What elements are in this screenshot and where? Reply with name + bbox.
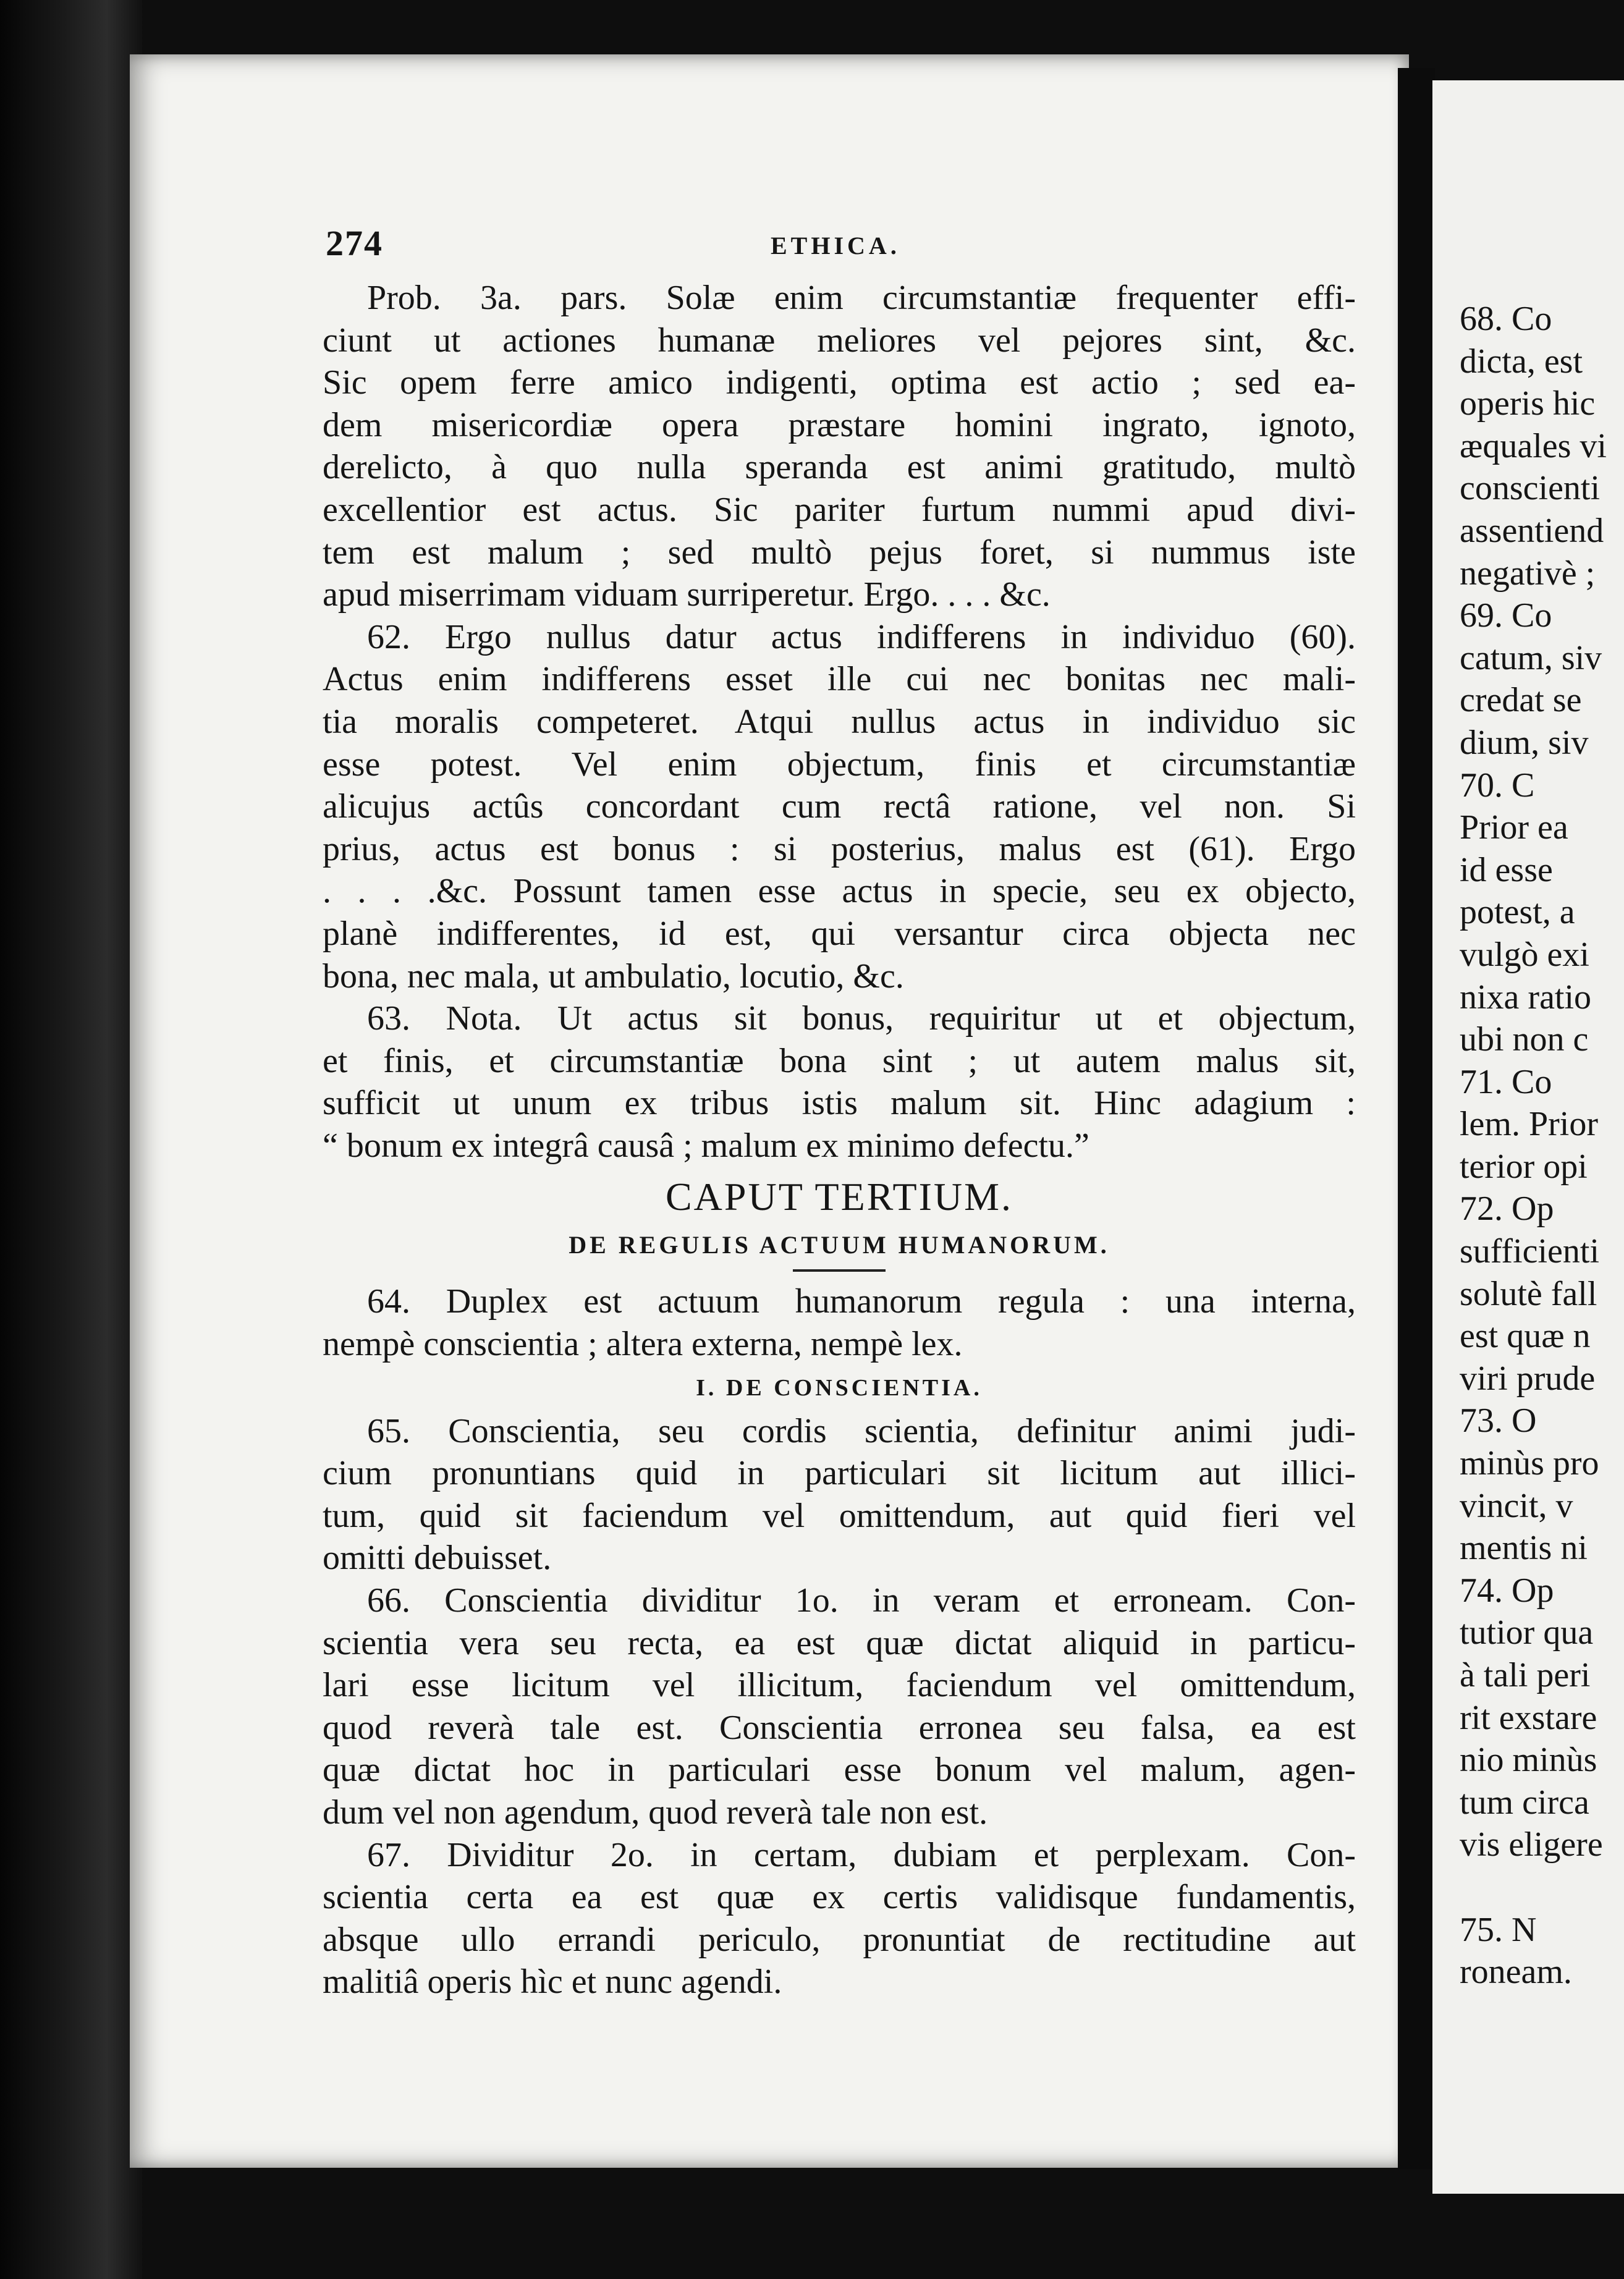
right-page-line: minùs pro (1460, 1444, 1599, 1483)
right-page-line: roneam. (1460, 1953, 1572, 1992)
right-page-line: vis eligere (1460, 1825, 1603, 1864)
right-page-line: sufficienti (1460, 1232, 1600, 1271)
text-line: sufficit ut unum ex tribus istis malum sit. Hinc adagium : (323, 1084, 1356, 1123)
right-page-line: vulgò exi (1460, 935, 1589, 974)
right-page-line: 72. Op (1460, 1190, 1554, 1228)
text-line: malitiâ operis hìc et nunc agendi. (323, 1963, 782, 2002)
text-line: dem misericordiæ opera præstare homini ingrato, ignoto, (323, 405, 1356, 444)
right-page-line: à tali peri (1460, 1656, 1591, 1694)
text-line: 65. Conscientia, seu cordis scientia, definitur animi judi- (367, 1411, 1356, 1450)
right-page-line: 71. Co (1460, 1062, 1552, 1101)
right-page-line: 74. Op (1460, 1571, 1554, 1610)
text-line: apud miserrimam viduam surriperetur. Ergo. . . . &c. (323, 575, 1051, 614)
right-page-line: viri prude (1460, 1359, 1596, 1398)
right-page-line (1460, 1866, 1624, 1909)
right-page-line: id esse (1460, 850, 1553, 889)
chapter-subtitle: DE REGULIS ACTUUM HUMANORUM. (569, 1231, 1110, 1259)
text-line: derelicto, à quo nulla speranda est animi gratitudo, multò (323, 448, 1356, 487)
book-spine-shadow (0, 0, 142, 2279)
chapter-title: CAPUT TERTIUM. (665, 1175, 1013, 1219)
page-number: 274 (326, 223, 383, 263)
text-line: cium pronuntians quid in particulari sit licitum aut illici- (323, 1454, 1356, 1493)
right-page-line: rit exstare (1460, 1698, 1597, 1737)
text-line: 63. Nota. Ut actus sit bonus, requiritur ut et objectum, (367, 999, 1356, 1038)
text-line: ciunt ut actiones humanæ meliores vel pejores sint, &c. (323, 321, 1356, 360)
right-page-line: potest, a (1460, 893, 1575, 932)
text-line: prius, actus est bonus : si posterius, malus est (61). Ergo (323, 829, 1356, 868)
text-line: “ bonum ex integrâ causâ ; malum ex minimo defectu.” (323, 1126, 1089, 1165)
text-line: lari esse licitum vel illicitum, faciendum vel omittendum, (323, 1666, 1356, 1705)
section-title: I. DE CONSCIENTIA. (696, 1374, 983, 1401)
right-page-line: solutè fall (1460, 1274, 1597, 1313)
right-page-line: dicta, est (1460, 342, 1583, 381)
text-line: quæ dictat hoc in particulari esse bonum vel malum, agen- (323, 1751, 1356, 1790)
right-page-line: est quæ n (1460, 1317, 1591, 1356)
right-page-line: assentiend (1460, 511, 1604, 550)
right-page-line: dium, siv (1460, 723, 1589, 762)
paragraphs-61-63 (323, 277, 1356, 1167)
right-page-line: æquales vi (1460, 426, 1607, 465)
right-page-line: 75. N (1460, 1910, 1537, 1949)
text-line: scientia vera seu recta, ea est quæ dictat aliquid in particu- (323, 1623, 1356, 1662)
right-page-text (1460, 298, 1624, 1994)
paragraphs-65-67 (323, 1410, 1356, 2003)
right-page-line: nio minùs (1460, 1741, 1597, 1780)
page-gutter (1398, 68, 1435, 2169)
text-line: 64. Duplex est actuum humanorum regula : una interna, (367, 1282, 1356, 1321)
right-page-line: vincit, v (1460, 1486, 1573, 1525)
text-line: 67. Dividitur 2o. in certam, dubiam et perplexam. Con- (367, 1835, 1356, 1874)
text-line: Prob. 3a. pars. Solæ enim circumstantiæ frequenter effi- (367, 279, 1356, 317)
page-header (326, 222, 1358, 266)
right-page-line: terior opi (1460, 1147, 1588, 1186)
right-page-line: 70. C (1460, 766, 1535, 805)
right-page (1432, 80, 1624, 2194)
text-line: esse potest. Vel enim objectum, finis et circumstantiæ (323, 745, 1356, 784)
right-page-line: conscienti (1460, 469, 1601, 508)
text-line: et finis, et circumstantiæ bona sint ; ut autem malus sit, (323, 1041, 1356, 1080)
text-line: absque ullo errandi periculo, pronuntiat de rectitudine aut (323, 1920, 1356, 1959)
right-page-line: nixa ratio (1460, 978, 1592, 1017)
text-line: bona, nec mala, ut ambulatio, locutio, &c. (323, 957, 904, 996)
right-page-line: tum circa (1460, 1783, 1589, 1822)
text-line: planè indifferentes, id est, qui versantur circa objecta nec (323, 914, 1356, 953)
text-line: omitti debuisset. (323, 1539, 552, 1578)
left-page-text (323, 277, 1356, 2003)
text-line: . . . .&c. Possunt tamen esse actus in specie, seu ex objecto, (323, 872, 1356, 911)
text-line: 66. Conscientia dividitur 1o. in veram et erroneam. Con- (367, 1581, 1356, 1620)
right-page-line: ubi non c (1460, 1020, 1589, 1059)
text-line: excellentior est actus. Sic pariter furtum nummi apud divi- (323, 490, 1356, 529)
text-line: 62. Ergo nullus datur actus indifferens in individuo (60). (367, 617, 1356, 656)
right-page-line: tutior qua (1460, 1613, 1594, 1652)
text-line: tem est malum ; sed multò pejus foret, si nummus iste (323, 533, 1356, 572)
right-page-line: mentis ni (1460, 1529, 1588, 1568)
text-line: tum, quid sit faciendum vel omittendum, aut quid fieri vel (323, 1496, 1356, 1535)
right-page-line: Prior ea (1460, 808, 1568, 847)
right-page-line: operis hic (1460, 384, 1596, 423)
text-line: alicujus actûs concordant cum rectâ ratione, vel non. Si (323, 787, 1356, 826)
text-line: Actus enim indifferens esset ille cui nec bonitas nec mali- (323, 660, 1356, 699)
text-line: tia moralis competeret. Atqui nullus actus in individuo sic (323, 702, 1356, 741)
right-page-line: 69. Co (1460, 596, 1552, 635)
text-line: quod reverà tale est. Conscientia erronea seu falsa, ea est (323, 1708, 1356, 1747)
running-head: ETHICA. (771, 232, 900, 260)
text-line: nempè conscientia ; altera externa, nempè lex. (323, 1325, 963, 1364)
chapter-rule (793, 1269, 886, 1272)
text-line: scientia certa ea est quæ ex certis validisque fundamentis, (323, 1878, 1356, 1917)
right-page-line: catum, siv (1460, 638, 1602, 677)
text-line: Sic opem ferre amico indigenti, optima est actio ; sed ea- (323, 363, 1356, 402)
right-page-line: negativè ; (1460, 554, 1596, 593)
paragraph-64 (323, 1280, 1356, 1365)
right-page-line: credat se (1460, 681, 1582, 720)
text-line: dum vel non agendum, quod reverà tale non est. (323, 1793, 988, 1832)
right-page-line: 73. O (1460, 1402, 1537, 1440)
right-page-line: 68. Co (1460, 300, 1552, 338)
right-page-line: lem. Prior (1460, 1105, 1598, 1144)
